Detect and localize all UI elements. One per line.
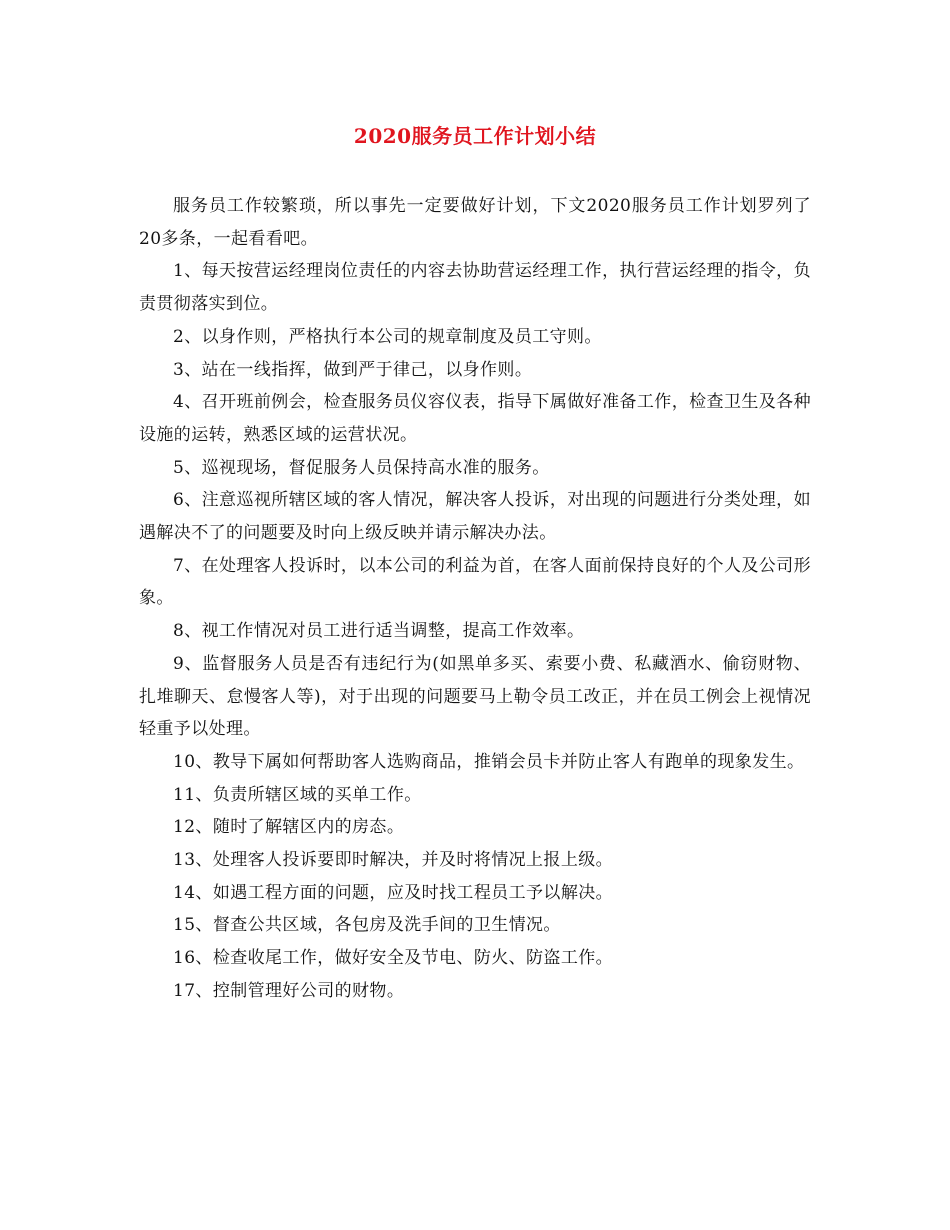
- list-item: 5、巡视现场，督促服务人员保持高水准的服务。: [173, 457, 550, 478]
- list-item: 9、监督服务人员是否有违纪行为(如黑单多买、索要小费、私藏酒水、偷窃财物、扎堆聊天、怠慢客人等)，对于出现的问题要马上勒令员工改正，并在员工例会上视情况轻重予以处理。: [139, 653, 811, 740]
- list-item: 3、站在一线指挥，做到严于律己，以身作则。: [173, 359, 533, 380]
- document-title: 2020服务员工作计划小结: [353, 124, 597, 148]
- list-item: 6、注意巡视所辖区域的客人情况，解决客人投诉，对出现的问题进行分类处理，如遇解决不了的问题要及时向上级反映并请示解决办法。: [139, 490, 811, 544]
- list-item: 1、每天按营运经理岗位责任的内容去协助营运经理工作，执行营运经理的指令，负责贯彻落实到位。: [139, 261, 811, 315]
- list-item: 10、教导下属如何帮助客人选购商品，推销会员卡并防止客人有跑单的现象发生。: [173, 751, 805, 772]
- list-item: 12、随时了解辖区内的房态。: [173, 817, 405, 838]
- list-item: 14、如遇工程方面的问题，应及时找工程员工予以解决。: [173, 882, 614, 903]
- list-item: 8、视工作情况对员工进行适当调整，提高工作效率。: [173, 621, 585, 642]
- list-item: 13、处理客人投诉要即时解决，并及时将情况上报上级。: [173, 850, 614, 871]
- intro-paragraph: 服务员工作较繁琐，所以事先一定要做好计划，下文2020服务员工作计划罗列了20多条，一起看看吧。: [139, 196, 811, 249]
- list-item: 11、负责所辖区域的买单工作。: [173, 784, 422, 805]
- list-item: 4、召开班前例会，检查服务员仪容仪表，指导下属做好准备工作，检查卫生及各种设施的运转，熟悉区域的运营状况。: [139, 392, 811, 445]
- list-item: 2、以身作则，严格执行本公司的规章制度及员工守则。: [173, 326, 602, 347]
- list-item: 16、检查收尾工作，做好安全及节电、防火、防盗工作。: [173, 948, 614, 969]
- list-item: 15、督查公共区域，各包房及洗手间的卫生情况。: [173, 915, 561, 936]
- list-item: 7、在处理客人投诉时，以本公司的利益为首，在客人面前保持良好的个人及公司形象。: [139, 555, 811, 609]
- document-body: [139, 190, 811, 1008]
- list-item: 17、控制管理好公司的财物。: [173, 980, 405, 1001]
